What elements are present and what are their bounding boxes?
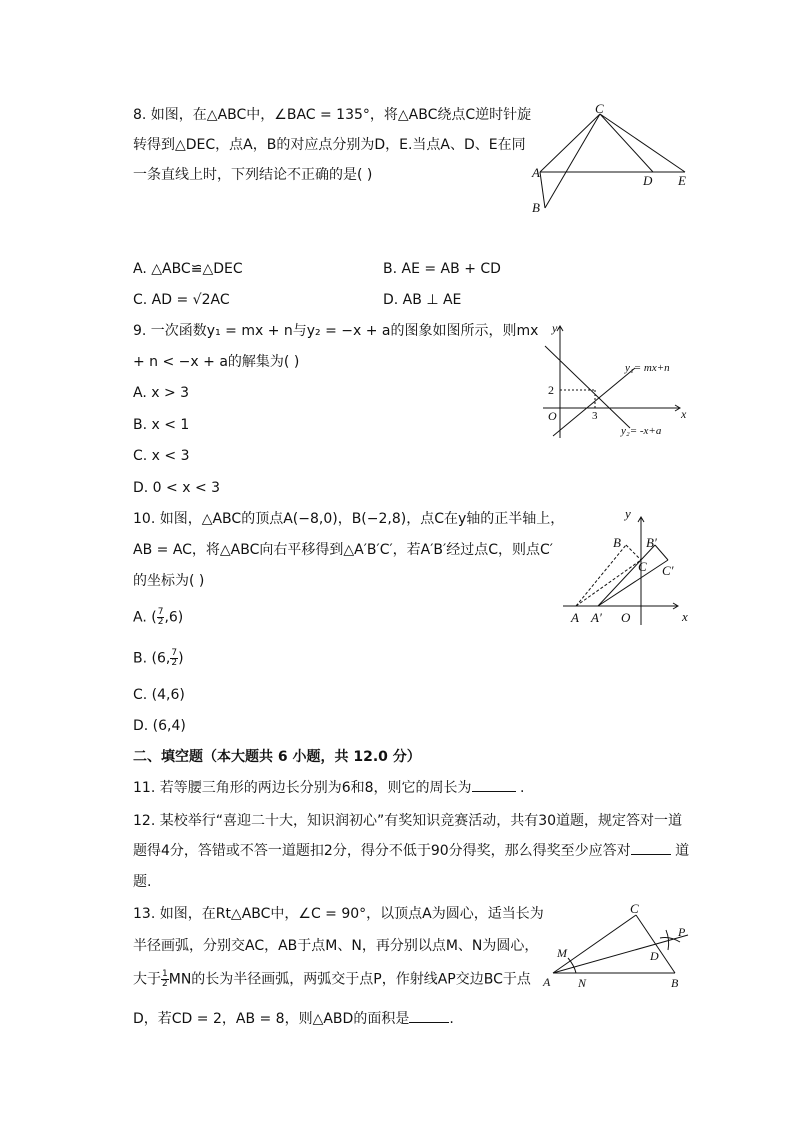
q13-label-m: M [557, 946, 567, 960]
q8-label-E: E [678, 173, 686, 188]
q10-option-b-post: ) [178, 650, 184, 667]
q9-line1: 9. 一次函数y₁ = mx + n与y₂ = −x + a的图象如图所示，则mx [133, 323, 539, 339]
q11-answer-blank[interactable] [472, 779, 516, 792]
q10-option-b-pre: B. (6, [133, 650, 171, 667]
q9-label-x: x [681, 407, 687, 421]
q10-line3: 的坐标为( ) [133, 573, 205, 589]
q13-label-a: A [543, 975, 551, 989]
q13-numerator: 1 [162, 969, 168, 979]
q9-label-y2: y₂= -x+a [621, 425, 662, 437]
q9-option-c: C. x < 3 [133, 448, 190, 464]
q10-label-aprime: A′ [591, 610, 602, 625]
q10-label-o: O [621, 610, 631, 625]
q11-tail: . [515, 780, 525, 796]
q10-line1: 10. 如图，△ABC的顶点A(−8,0)，B(−2,8)，点C在y轴的正半轴上， [133, 511, 565, 527]
q8-line3: 一条直线上时，下列结论不正确的是( ) [133, 167, 373, 183]
q13-line3-post: MN的长为半径画弧，两弧交于点P，作射线AP交边BC于点 [168, 971, 531, 988]
q8-option-d: D. AB ⊥ AE [383, 292, 462, 308]
q10-line2: AB = AC，将△ABC向右平移得到△A′B′C′，若A′B′经过点C，则点C′ [133, 542, 553, 558]
q10-label-y: y [625, 506, 631, 521]
q13-line2: 半径画弧，分别交AC，AB于点M、N，再分别以点M、N为圆心， [133, 938, 539, 954]
q10-label-b: B [613, 535, 621, 550]
q13-label-p: P [678, 925, 686, 939]
q12-answer-blank[interactable] [631, 842, 671, 855]
section-title: 二、填空题（本大题共 6 小题，共 12.0 分） [133, 749, 421, 765]
q10-option-c: C. (4,6) [133, 687, 185, 703]
q11-text [133, 779, 524, 797]
q9-label-y: y [552, 321, 558, 335]
q13-label-b: B [671, 976, 679, 990]
q13-answer-blank[interactable] [409, 1010, 449, 1023]
q8-figure [525, 100, 695, 220]
q10-option-b-denominator: 2 [171, 658, 178, 668]
q8-option-b: B. AE = AB + CD [383, 261, 501, 277]
q10-figure [558, 505, 698, 630]
q8-option-a: A. △ABC≌△DEC [133, 261, 243, 277]
q10-option-a-denominator: 2 [157, 617, 164, 627]
q12-line2-tail: 道 [670, 843, 690, 859]
q12-line1: 12. 某校举行“喜迎二十大，知识润初心”有奖知识竞赛活动，共有30道题，规定答对一道 [133, 813, 683, 829]
q10-label-c: C [638, 559, 647, 574]
q13-denominator: 2 [162, 979, 168, 989]
q10-label-cprime: C′ [662, 563, 674, 578]
q9-figure [535, 318, 700, 443]
q13-label-n: N [578, 976, 587, 990]
q10-option-d: D. (6,4) [133, 718, 186, 734]
q8-line1: 8. 如图，在△ABC中，∠BAC = 135°，将△ABC绕点C逆时针旋 [133, 107, 532, 123]
q8-option-c-suffix: AC [210, 292, 230, 308]
q13-label-c: C [630, 901, 639, 916]
q12-line3: 题. [133, 874, 152, 890]
q13-line4-tail: . [449, 1011, 454, 1027]
q11-question: 11. 若等腰三角形的两边长分别为6和8，则它的周长为 [133, 780, 472, 796]
q9-option-b: B. x < 1 [133, 417, 190, 433]
q13-line3 [133, 970, 531, 989]
q10-option-a-numerator: 7 [157, 607, 164, 617]
q13-line4 [133, 1010, 454, 1028]
q10-option-a-post: ,6) [164, 609, 184, 626]
q10-option-b [133, 649, 184, 668]
q9-option-a: A. x > 3 [133, 385, 190, 401]
q8-option-c [133, 291, 230, 309]
q10-option-b-fraction [170, 649, 178, 668]
q13-fraction [161, 970, 169, 989]
q10-label-x: x [682, 609, 688, 624]
q9-option-d: D. 0 < x < 3 [133, 480, 221, 496]
q13-label-d: D [650, 949, 659, 963]
q9-label-2: 2 [548, 383, 554, 397]
q8-option-c-prefix: C. AD = √2 [133, 292, 211, 308]
q8-label-C: C [595, 101, 604, 116]
q8-label-A: A [532, 165, 540, 180]
q10-label-bprime: B′ [646, 535, 657, 550]
q9-label-y1: y₁= mx+n [625, 362, 670, 374]
q9-label-o: O [548, 409, 557, 423]
q9-line2: + n < −x + a的解集为( ) [133, 354, 300, 370]
q9-label-3: 3 [592, 410, 598, 422]
q12-line2-text: 题得4分，答错或不答一道题扣2分，得分不低于90分得奖，那么得奖至少应答对 [133, 843, 631, 859]
q10-option-b-numerator: 7 [171, 648, 178, 658]
q10-option-a-pre: A. ( [133, 609, 157, 626]
q8-line2: 转得到△DEC，点A，B的对应点分别为D，E.当点A、D、E在同 [133, 137, 526, 153]
q8-label-B: B [532, 200, 540, 215]
q12-line2 [133, 842, 689, 860]
q13-figure [538, 900, 698, 995]
q13-line4-text: D，若CD = 2，AB = 8，则△ABD的面积是 [133, 1011, 410, 1027]
q10-option-a [133, 608, 183, 627]
q10-label-a: A [571, 610, 579, 625]
q8-label-D: D [643, 173, 653, 188]
q13-line1: 13. 如图，在Rt△ABC中，∠C = 90°，以顶点A为圆心，适当长为 [133, 906, 544, 922]
q13-line3-pre: 大于 [133, 971, 161, 988]
